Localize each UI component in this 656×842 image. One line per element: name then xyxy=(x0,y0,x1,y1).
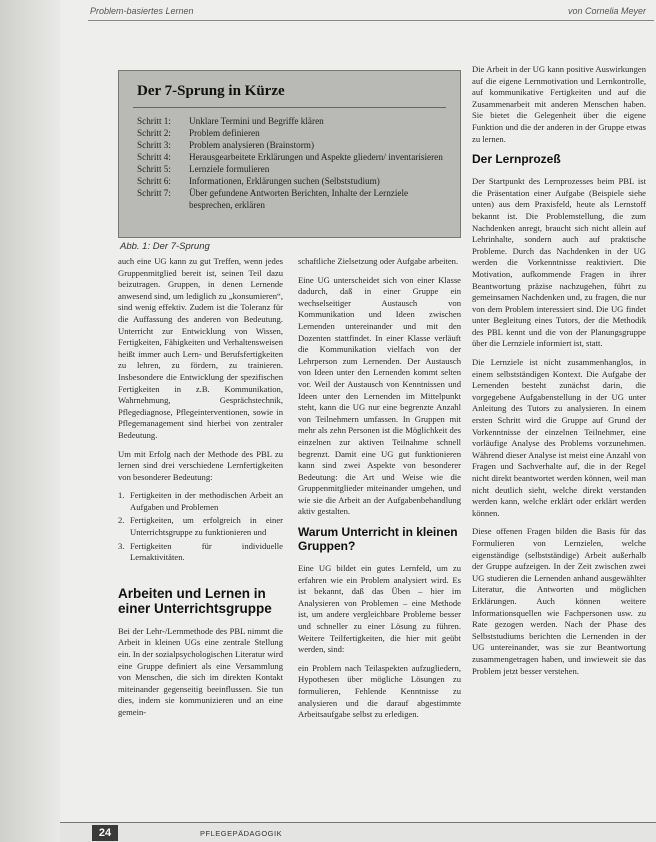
step-row xyxy=(137,151,447,163)
paragraph: Um mit Erfolg nach der Methode des PBL zu lernen sind drei verschiedene Lernfertigkeiten von besonderer Bedeutung: xyxy=(118,448,283,482)
step-text: Über gefundene Antworten Berichten, Inhalte der Lernziele besprechen, erklären xyxy=(189,188,409,210)
binding-gutter xyxy=(0,0,60,842)
step-number: Schritt 3: xyxy=(137,140,171,150)
step-number: Schritt 7: xyxy=(137,188,171,198)
list-text: Fertigkeiten, um erfolgreich in einer Unterrichtsgruppe zu funktionieren und xyxy=(130,515,283,538)
list-number: 1. xyxy=(118,490,125,501)
page-number: 24 xyxy=(92,825,118,841)
paragraph: schaftliche Zielsetzung oder Aufgabe arbeiten. xyxy=(298,256,459,266)
section-heading: Der Lernprozeß xyxy=(472,152,561,167)
step-text: Problem analysieren (Brainstorm) xyxy=(189,140,315,150)
list-text: Fertigkeiten für individuelle Lernaktivitäten. xyxy=(130,540,283,563)
step-text: Informationen, Erklärungen suchen (Selbststudium) xyxy=(189,176,380,186)
list-number: 3. xyxy=(118,540,125,551)
step-row xyxy=(137,115,447,127)
step-number: Schritt 2: xyxy=(137,128,171,138)
step-number: Schritt 5: xyxy=(137,164,171,174)
paragraph: Die Arbeit in der UG kann positive Auswirkungen auf die eigene Lernmotivation und Lernkontrolle, auf kommunikative Fertigkeiten und auf die Zusammenarbeit mit anderen Menschen haben. Sie bietet die Gelegenheit über die eigene Funktion und die der anderen in der Gruppe etwas zu lernen. xyxy=(472,64,646,144)
paragraph: Bei der Lehr-/Lernmethode des PBL nimmt die Arbeit in kleinen UGs eine zentrale Stellung ein. In der sozialpsychologischen Literatur wird eine Gruppe definiert als eine Versammlung von Menschen, die sich im direkten Kontakt miteinander gegenseitig beeinflussen. Sie tun dies, indem sie kommunizieren und an eine gemein- xyxy=(118,625,283,717)
text-column-1 xyxy=(118,256,283,726)
paragraph: auch eine UG kann zu gut Treffen, wenn jedes Gruppenmitglied bereit ist, seinen Teil dazu beizutragen. Gruppen, in denen Lernende anwesend sind, um lediglich zu „konsumieren“, sind wenig effektiv. Zudem ist die Toleranz für die Auffassung des anderen von Bedeutung. Unterricht zur Entwicklung von Wissen, Fertigkeiten, Fähigkeiten und Verhaltensweisen heißt immer auch Lern- und Berufsfertigkeiten zu lehren, zu fördern, zu trainieren. Insbesondere die Entwicklung der spezifischen Fertigkeiten in z.B. Kommunikation, Wahrnehmung, Gesprächstechnik, Pflegediagnose, Pflegeinterventionen, sowie in Pflegemanagement sind hierbei von zentraler Bedeutung. xyxy=(118,256,283,440)
running-header-left: Problem-basiertes Lernen xyxy=(90,6,194,16)
step-text: Herausgearbeitete Erklärungen und Aspekte gliedern/ inventarisieren xyxy=(189,152,443,162)
text-column-2 xyxy=(298,256,461,728)
step-text: Problem definieren xyxy=(189,128,260,138)
paragraph: Die Lernziele ist nicht zusammenhanglos, in einem selbstständigen Kontext. Die Aufgabe der Lernenden besteht zunächst darin, die vorgegebene Aufgabenstellung in der UG unter Anleitung des Tutors zu analysieren. In einem ersten Schritt wird die Gruppe auf Grund der Vorkenntnisse der einzelnen Teilnehmer, eine vorläufige Analyse des Problems vorzunehmen. Während dieser Analyse ist meist eine Anzahl von Fragen und Sachverhalte auf, die in der Regel nicht direkt beantwortet werden können, weil man nicht deutlich sieht, welche direkt verstanden werden kann, welche erklärt oder erklärt werden können. xyxy=(472,357,646,518)
step-text: Unklare Termini und Begriffe klären xyxy=(189,116,324,126)
box-divider xyxy=(133,107,446,108)
step-number: Schritt 6: xyxy=(137,176,171,186)
figure-caption: Abb. 1: Der 7-Sprung xyxy=(120,241,210,252)
seven-jump-box xyxy=(118,70,461,238)
footer-bar xyxy=(60,822,656,842)
paragraph: Eine UG bildet ein gutes Lernfeld, um zu erfahren wie ein Problem analysiert wird. Es ist bekannt, daß das Üben – hier im Analysieren von Problemen – eine Methode ist, um andere vergleichbare Probleme besser und schneller zu einer Lösung zu führen. Weitere Teilfertigkeiten, die hier mit geübt werden, sind: xyxy=(298,563,461,655)
paragraph: ein Problem nach Teilaspekten aufzugliedern, Hypothesen über mögliche Lösungen zu formulieren, Fehlende Kenntnisse zu analysieren und die darauf abgestimmte Arbeitsaufgabe selbst zu erledigen. xyxy=(298,662,461,720)
list-text: Fertigkeiten in der methodischen Arbeit an Aufgaben und Problemen xyxy=(130,490,283,512)
step-text: Lernziele formulieren xyxy=(189,164,270,174)
step-row xyxy=(137,187,447,211)
list-number: 2. xyxy=(118,515,125,526)
list-item xyxy=(118,490,283,513)
step-number: Schritt 1: xyxy=(137,116,171,126)
text-column-3 xyxy=(472,64,646,684)
section-heading: Arbeiten und Lernen in einer Unterrichtsgruppe xyxy=(118,585,272,616)
paragraph: Diese offenen Fragen bilden die Basis für das Formulieren von Lernzielen, welche eigenständige (selbstständige) Arbeit außerhalb der Gruppe aufzeigen. In der Zeit zwischen zwei UG studieren die Lernenden anhand ausgewählter Literatur, die Antworten und möglichen Erklärungen. Auch können weitere Informationsquellen wie Fachpersonen usw. zu Rate gezogen werden. Nach der Phase des Selbststudiums berichten die Lernenden in der UG untereinander, was sie zur Beantwortung zusammengetragen haben, und inwieweit sie das Problem jetzt besser verstehen. xyxy=(472,526,646,676)
step-list xyxy=(137,115,447,211)
paragraph: Der Startpunkt des Lernprozesses beim PBL ist die Präsentation einer Aufgabe (Beispiele siehe unten) aus dem Praxisfeld, heute als Lernstoff bekannt ist. Die Problemstellung, die zum Nachdenken anregt, braucht sich nicht allein auf Lehrinhalte, sondern auch auf praktische Probleme. Durch das Nachdenken in der UG werden die Vorkenntnisse reaktiviert. Die Motivation, aufkommende Fragen in ihrer Beantwortung präzise nachzugehen, führt zu gemeinsamen Nachdenken und, zu fragen, die nur von dem Problem interessiert sind. Die UG findet unter Begleitung eines Tutors, der die Methodik des PBL kennt und die von der Planungsgruppe über die Lernziele informiert ist, statt. xyxy=(472,176,646,349)
step-row xyxy=(137,175,447,187)
step-row xyxy=(137,139,447,151)
section-heading: Warum Unterricht in kleinen Gruppen? xyxy=(298,525,458,554)
list-item xyxy=(118,541,283,564)
paragraph: Eine UG unterscheidet sich von einer Klasse dadurch, daß in einer Gruppe ein wechselseitiger Austausch von Kommunikation und Ideen zwischen Lernenden untereinander und mit den Dozenten stattfindet. In einer Klasse verläuft die Kommunikation vielfach von der Lehrperson zum Lernenden. Der Austausch von Ideen unter den Lernenden kommt selten vor. Weil der Austausch von Kenntnissen und Ideen unter den Lernenden im Mittelpunkt steht, kann die UG nur eine begrenzte Anzahl von Teilnehmern umfassen. In Gruppen mit mehr als zehn Personen ist die Möglichkeit des einzelnen zur aktiven Teilnahme schnell begrenzt. Damit eine UG gut funktionieren kann sind zwei Aspekte von besonderer Bedeutung: die Art und Weise wie die Gruppenmitglieder miteinander umgehen, und wie sie die Arbeit an der Aufgabenbehandlung aktiv gestalten. xyxy=(298,274,461,517)
step-number: Schritt 4: xyxy=(137,152,171,162)
list-item xyxy=(118,515,283,538)
magazine-name: PFLEGEPÄDAGOGIK xyxy=(200,829,283,838)
step-row xyxy=(137,127,447,139)
running-header-right: von Cornelia Meyer xyxy=(567,6,646,16)
header-rule xyxy=(88,20,654,21)
step-row xyxy=(137,163,447,175)
box-title: Der 7-Sprung in Kürze xyxy=(137,83,285,99)
